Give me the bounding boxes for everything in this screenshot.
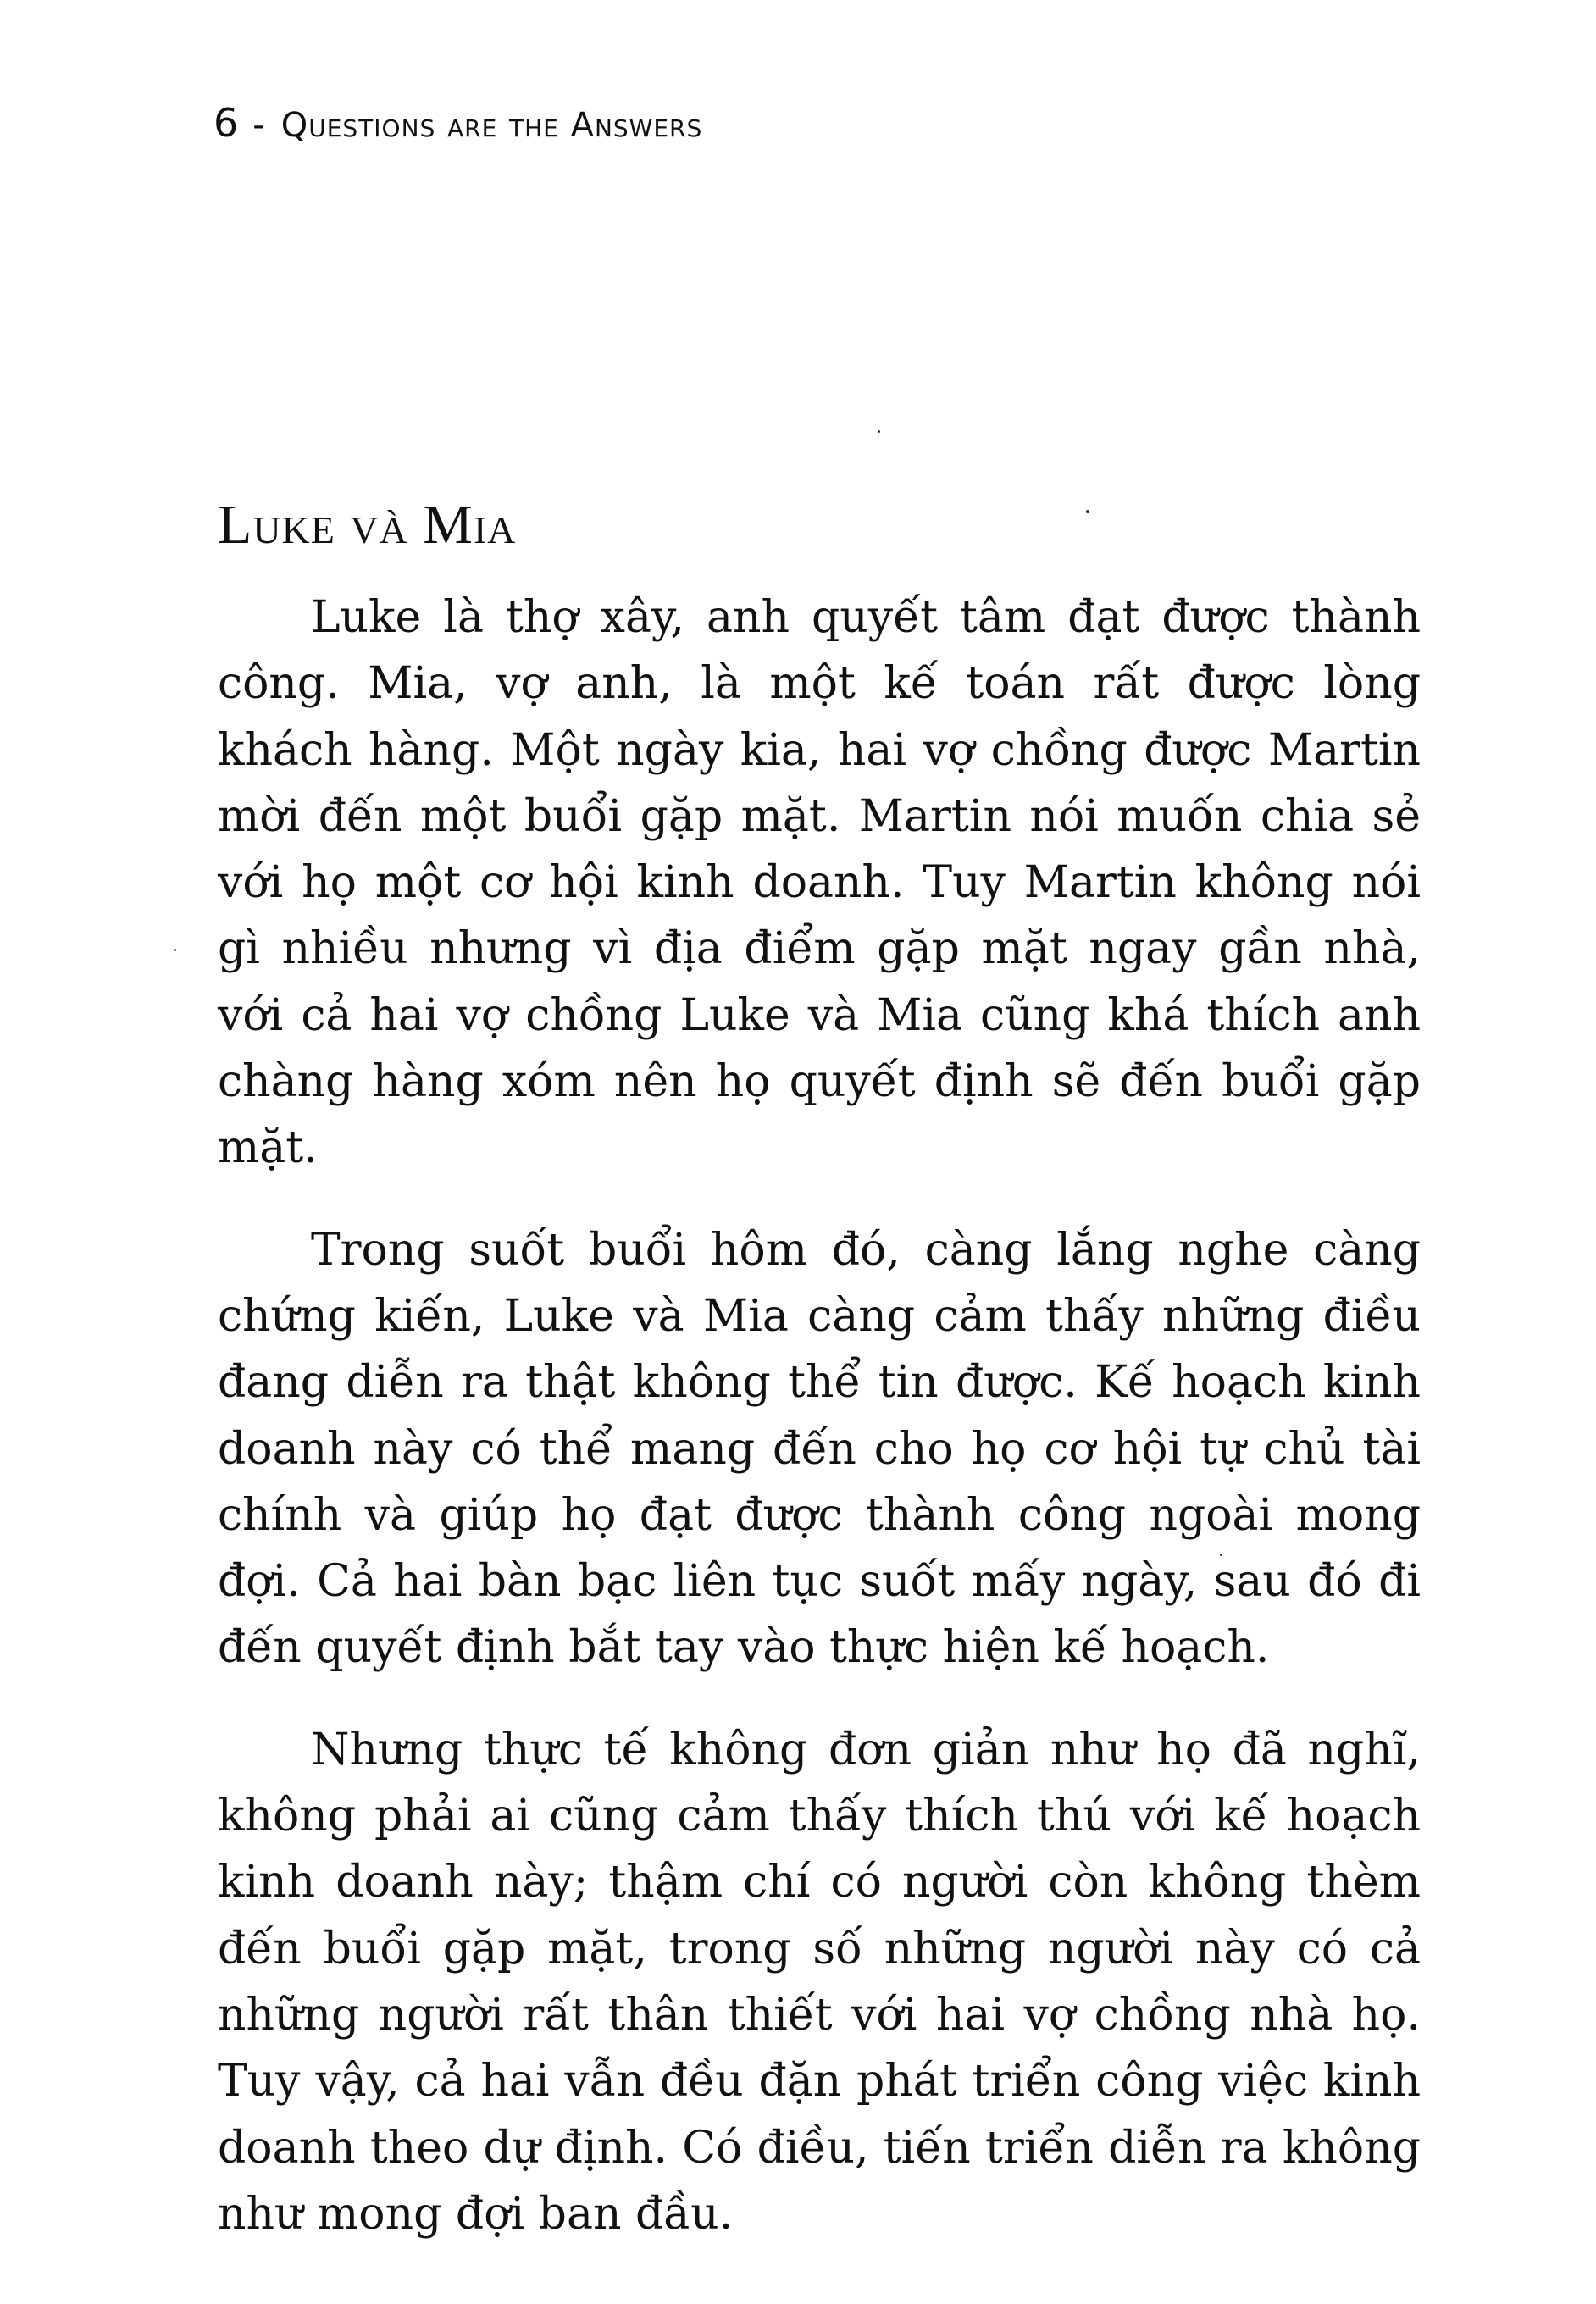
section-title: Luke và Mia bbox=[218, 494, 517, 556]
scan-speck bbox=[1086, 510, 1089, 513]
scan-speck bbox=[174, 949, 176, 951]
running-header bbox=[213, 100, 702, 146]
page-number: 6 bbox=[213, 100, 240, 146]
body-text bbox=[218, 584, 1421, 2283]
scan-speck bbox=[878, 430, 880, 433]
scan-speck bbox=[1220, 1554, 1222, 1556]
paragraph-3: Nhưng thực tế không đơn giản như họ đã nghĩ, không phải ai cũng cảm thấy thích thú với kế hoạch kinh doanh này; thậm chí có người còn không thèm đến buổi gặp mặt, trong số những người này có cả những người rất thân thiết với hai vợ chồng nhà họ. Tuy vậy, cả hai vẫn đều đặn phát triển công việc kinh doanh theo dự định. Có điều, tiến triển diễn ra không như mong đợi ban đầu. bbox=[218, 1724, 1421, 2240]
paragraph-2: Trong suốt buổi hôm đó, càng lắng nghe càng chứng kiến, Luke và Mia càng cảm thấy những điều đang diễn ra thật không thể tin được. Kế hoạch kinh doanh này có thể mang đến cho họ cơ hội tự chủ tài chính và giúp họ đạt được thành công ngoài mong đợi. Cả hai bàn bạc liên tục suốt mấy ngày, sau đó đi đến quyết định bắt tay vào thực hiện kế hoạch. bbox=[218, 1224, 1421, 1674]
book-title: Questions are the Answers bbox=[280, 106, 703, 145]
paragraph-1: Luke là thợ xây, anh quyết tâm đạt được thành công. Mia, vợ anh, là một kế toán rất được lòng khách hàng. Một ngày kia, hai vợ chồng được Martin mời đến một buổi gặp mặt. Martin nói muốn chia sẻ với họ một cơ hội kinh doanh. Tuy Martin không nói gì nhiều nhưng vì địa điểm gặp mặt ngay gần nhà, với cả hai vợ chồng Luke và Mia cũng khá thích anh chàng hàng xóm nên họ quyết định sẽ đến buổi gặp mặt. bbox=[218, 592, 1421, 1174]
header-separator: - bbox=[252, 106, 266, 145]
